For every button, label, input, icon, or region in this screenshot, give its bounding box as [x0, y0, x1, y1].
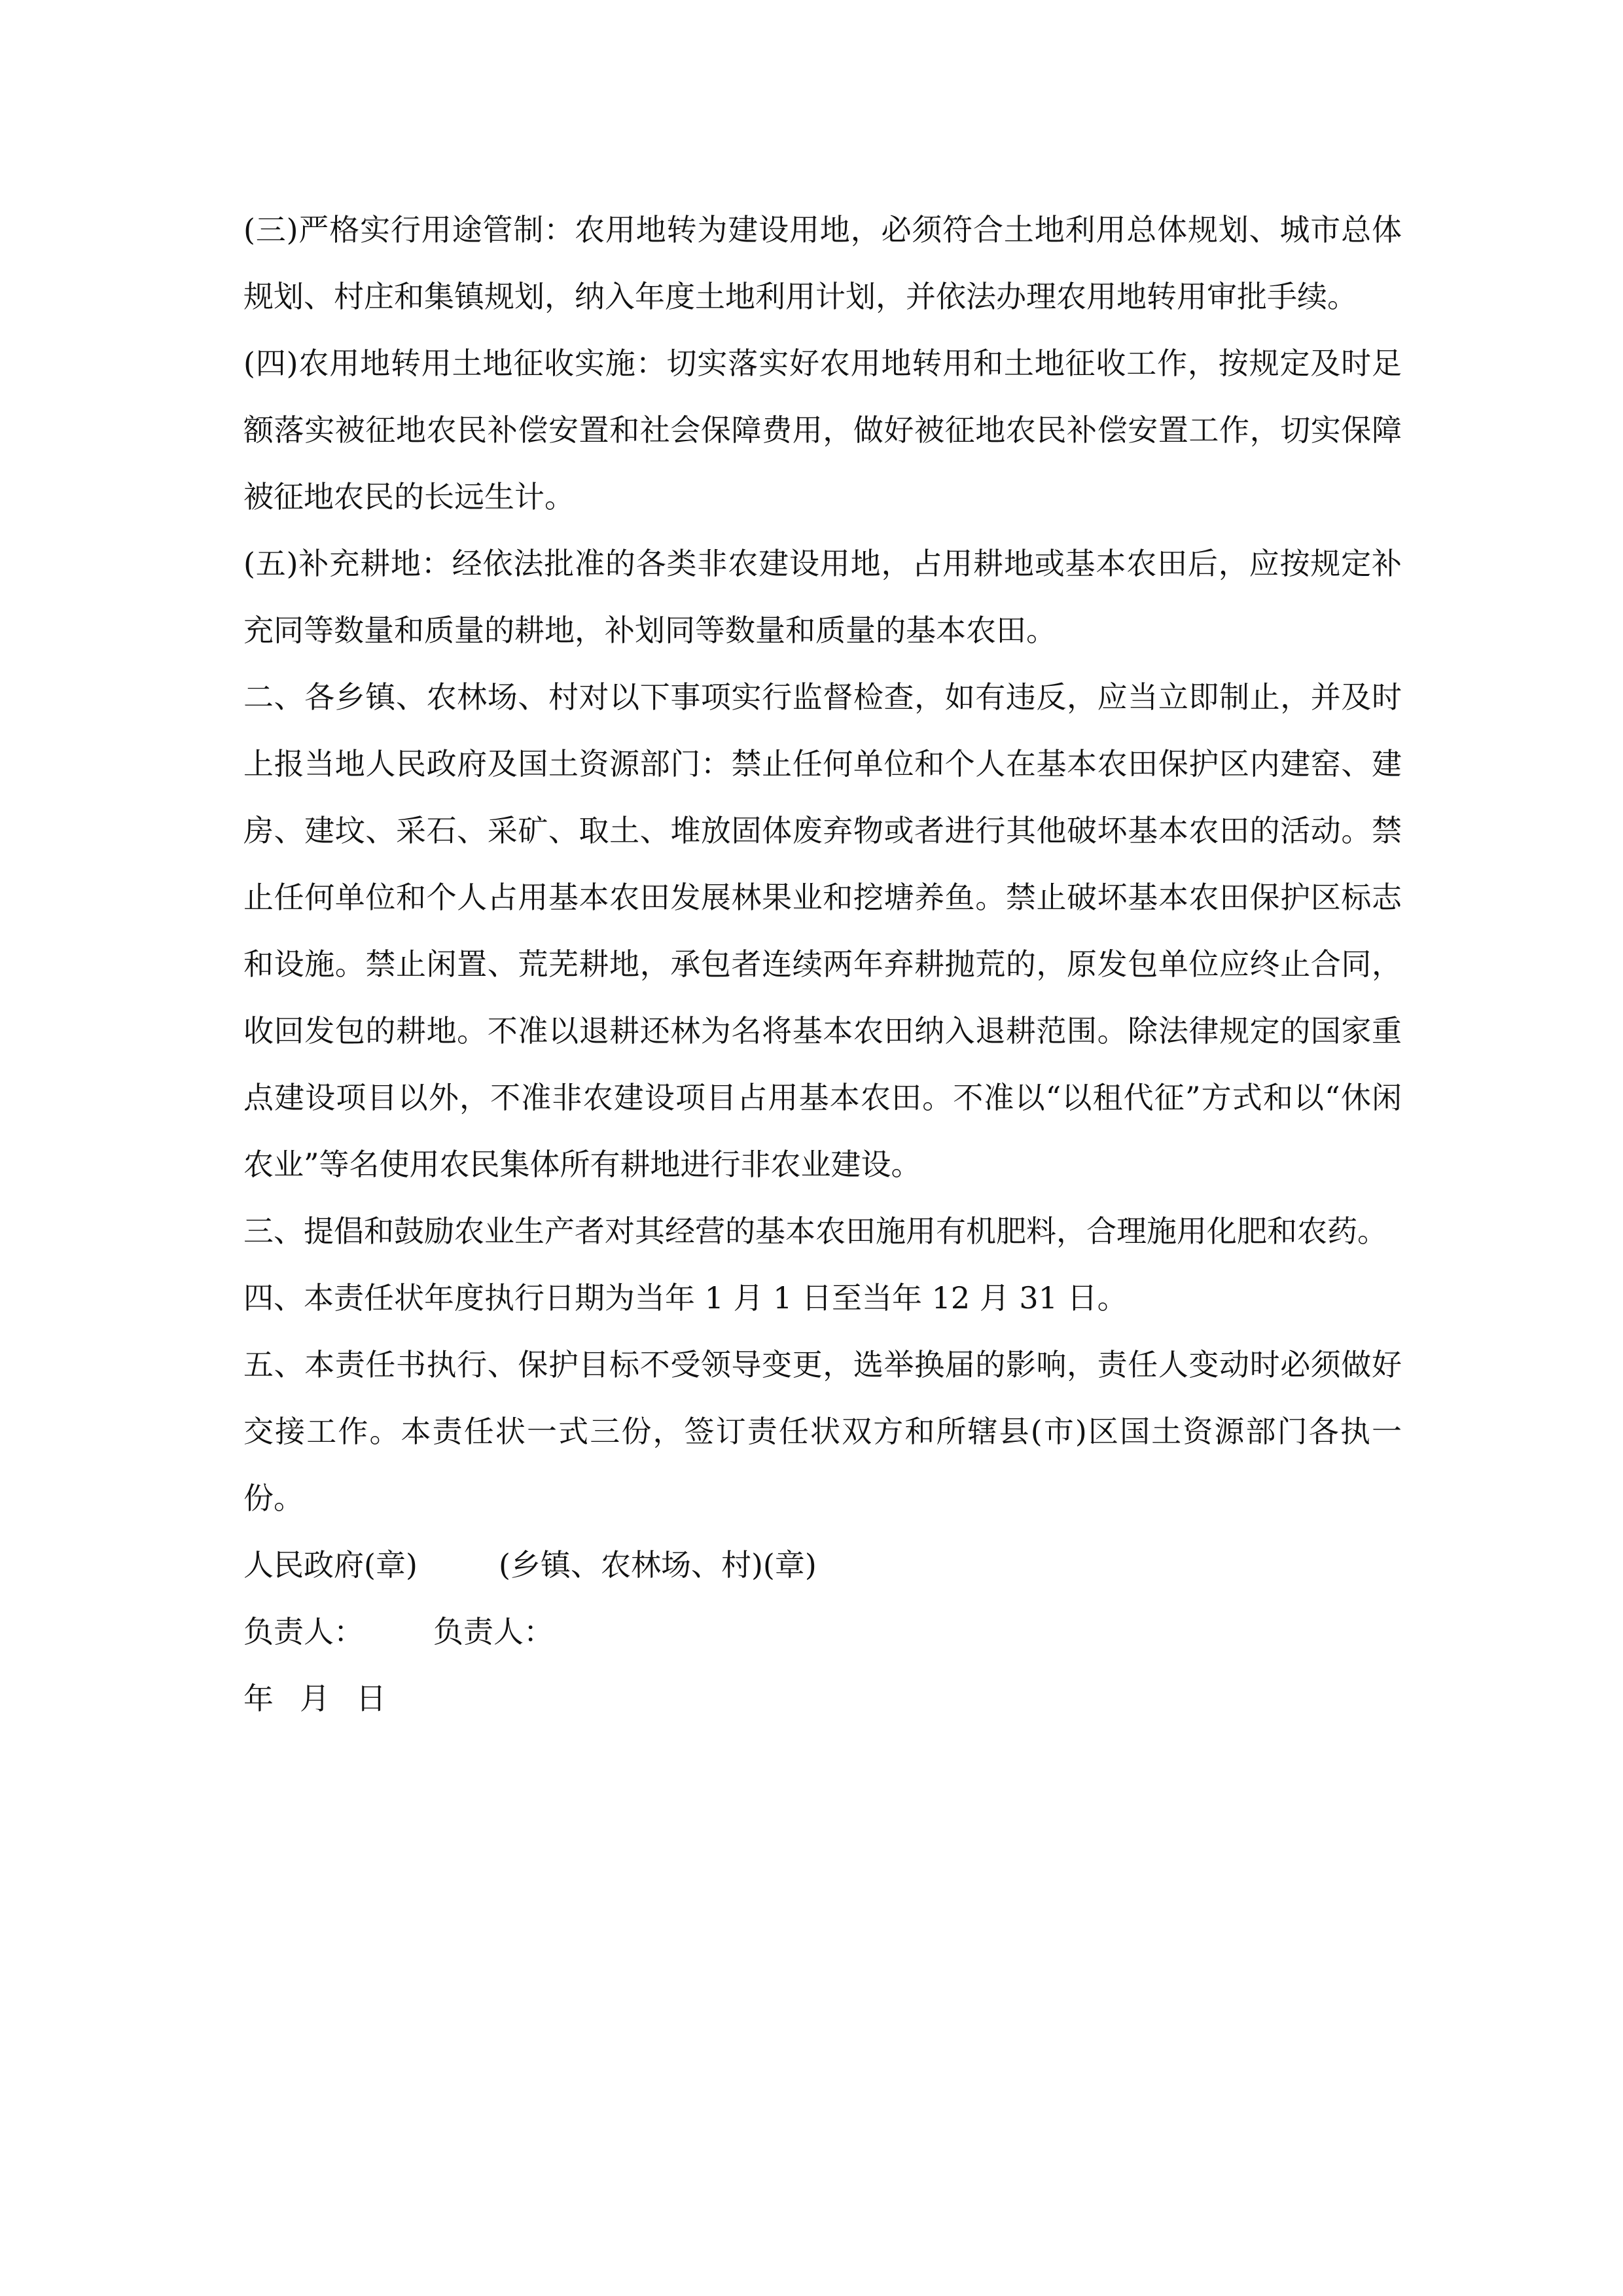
date-year: 年	[243, 1681, 274, 1716]
paragraph-land-use-control: (三)严格实行用途管制：农用地转为建设用地，必须符合土地利用总体规划、城市总体规划、村庄和集镇规划，纳入年度土地利用计划，并依法办理农用地转用审批手续。	[243, 212, 1402, 314]
paragraph-responsibility-handover: 五、本责任书执行、保护目标不受领导变更，选举换届的影响，责任人变动时必须做好交接工作。本责任状一式三份，签订责任状双方和所辖县(市)区国土资源部门各执一份。	[243, 1347, 1402, 1516]
document-body	[243, 196, 1402, 1732]
paragraph-organic-fertilizer: 三、提倡和鼓励农业生产者对其经营的基本农田施用有机肥料，合理施用化肥和农药。	[243, 1213, 1387, 1249]
signature-parties-row	[243, 1532, 1402, 1598]
date-day: 日	[356, 1681, 386, 1716]
paragraph-supervision: 二、各乡镇、农林场、村对以下事项实行监督检查，如有违反，应当立即制止，并及时上报当地人民政府及国土资源部门：禁止任何单位和个人在基本农田保护区内建窑、建房、建坟、采石、采矿、取土、堆放固体废弃物或者进行其他破坏基本农田的活动。禁止任何单位和个人占用基本农田发展林果业和挖塘养鱼。禁止破坏基本农田保护区标志和设施。禁止闲置、荒芜耕地，承包者连续两年弃耕抛荒的，原发包单位应终止合同，收回发包的耕地。不准以退耕还林为名将基本农田纳入退耕范围。除法律规定的国家重点建设项目以外，不准非农建设项目占用基本农田。不准以“以租代征”方式和以“休闲农业”等名使用农民集体所有耕地进行非农业建设。	[243, 679, 1402, 1182]
responsible-person-a: 负责人：	[243, 1614, 364, 1649]
paragraph-land-conversion: (四)农用地转用土地征收实施：切实落实好农用地转用和土地征收工作，按规定及时足额落实被征地农民补偿安置和社会保障费用，做好被征地农民补偿安置工作，切实保障被征地农民的长远生计。	[243, 346, 1402, 514]
party-b-seal: (乡镇、农林场、村)(章)	[499, 1547, 817, 1583]
responsible-person-b: 负责人：	[433, 1614, 554, 1649]
signature-date-row	[243, 1665, 1402, 1732]
date-month: 月	[300, 1681, 330, 1716]
paragraph-farmland-supplement: (五)补充耕地：经依法批准的各类非农建设用地，占用耕地或基本农田后，应按规定补充同等数量和质量的耕地，补划同等数量和质量的基本农田。	[243, 546, 1402, 648]
paragraph-effective-period: 四、本责任状年度执行日期为当年 1 月 1 日至当年 12 月 31 日。	[243, 1280, 1128, 1316]
party-a-seal: 人民政府(章)	[243, 1547, 418, 1583]
signature-responsible-row	[243, 1598, 1402, 1665]
